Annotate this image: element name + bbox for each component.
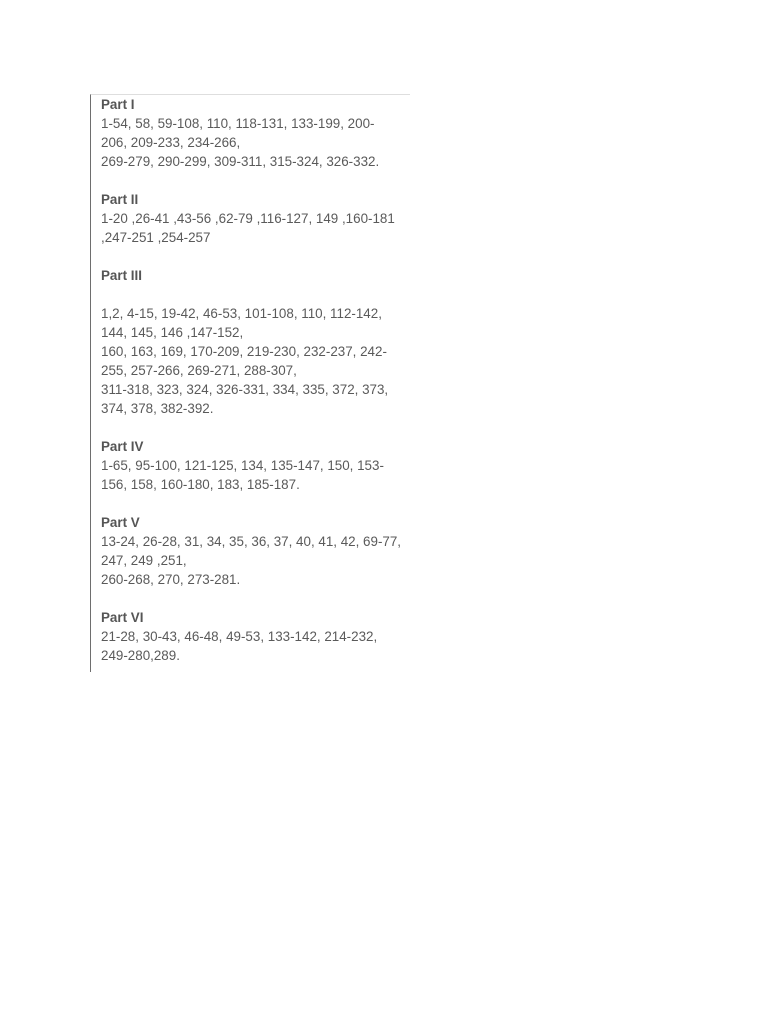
section-title: Part VI	[101, 610, 144, 625]
section-body	[101, 532, 410, 589]
spacer	[101, 589, 410, 608]
page-range-line: 156, 158, 160-180, 183, 185-187.	[101, 477, 300, 492]
spacer	[101, 247, 410, 266]
page-range-line: 247, 249 ,251,	[101, 553, 187, 568]
section-part-4	[101, 437, 410, 494]
section-title: Part V	[101, 515, 140, 530]
page-range-line: 144, 145, 146 ,147-152,	[101, 325, 244, 340]
spacer	[101, 171, 410, 190]
section-title: Part I	[101, 97, 135, 112]
section-part-2	[101, 190, 410, 247]
spacer	[101, 418, 410, 437]
page-range-line: 1-20 ,26-41 ,43-56 ,62-79 ,116-127, 149 ,160-181	[101, 211, 395, 226]
page-range-line: 21-28, 30-43, 46-48, 49-53, 133-142, 214-232,	[101, 629, 378, 644]
section-body	[101, 114, 410, 171]
section-title: Part III	[101, 268, 142, 283]
section-part-5	[101, 513, 410, 589]
page-range-line: 260-268, 270, 273-281.	[101, 572, 241, 587]
page-range-line: 1-65, 95-100, 121-125, 134, 135-147, 150, 153-	[101, 458, 384, 473]
page-range-line: 1-54, 58, 59-108, 110, 118-131, 133-199, 200-	[101, 116, 375, 131]
section-body	[101, 285, 410, 418]
page-range-line: 255, 257-266, 269-271, 288-307,	[101, 363, 297, 378]
section-part-1	[101, 95, 410, 171]
section-part-3	[101, 266, 410, 418]
page-range-line	[101, 285, 410, 304]
section-body	[101, 627, 410, 665]
spacer	[101, 494, 410, 513]
section-body	[101, 209, 410, 247]
page-range-line: ,247-251 ,254-257	[101, 230, 211, 245]
section-title: Part II	[101, 192, 139, 207]
page-range-line: 311-318, 323, 324, 326-331, 334, 335, 372, 373,	[101, 382, 389, 397]
page-range-line: 249-280,289.	[101, 648, 180, 663]
page-range-line: 374, 378, 382-392.	[101, 401, 214, 416]
section-body	[101, 456, 410, 494]
page-range-line: 1,2, 4-15, 19-42, 46-53, 101-108, 110, 112-142,	[101, 306, 382, 321]
page-range-line: 160, 163, 169, 170-209, 219-230, 232-237, 242-	[101, 344, 387, 359]
page-list-panel	[90, 94, 410, 672]
page-range-line: 269-279, 290-299, 309-311, 315-324, 326-332.	[101, 154, 380, 169]
page-range-line: 206, 209-233, 234-266,	[101, 135, 241, 150]
section-title: Part IV	[101, 439, 144, 454]
section-part-6	[101, 608, 410, 665]
page-range-line: 13-24, 26-28, 31, 34, 35, 36, 37, 40, 41, 42, 69-77,	[101, 534, 402, 549]
